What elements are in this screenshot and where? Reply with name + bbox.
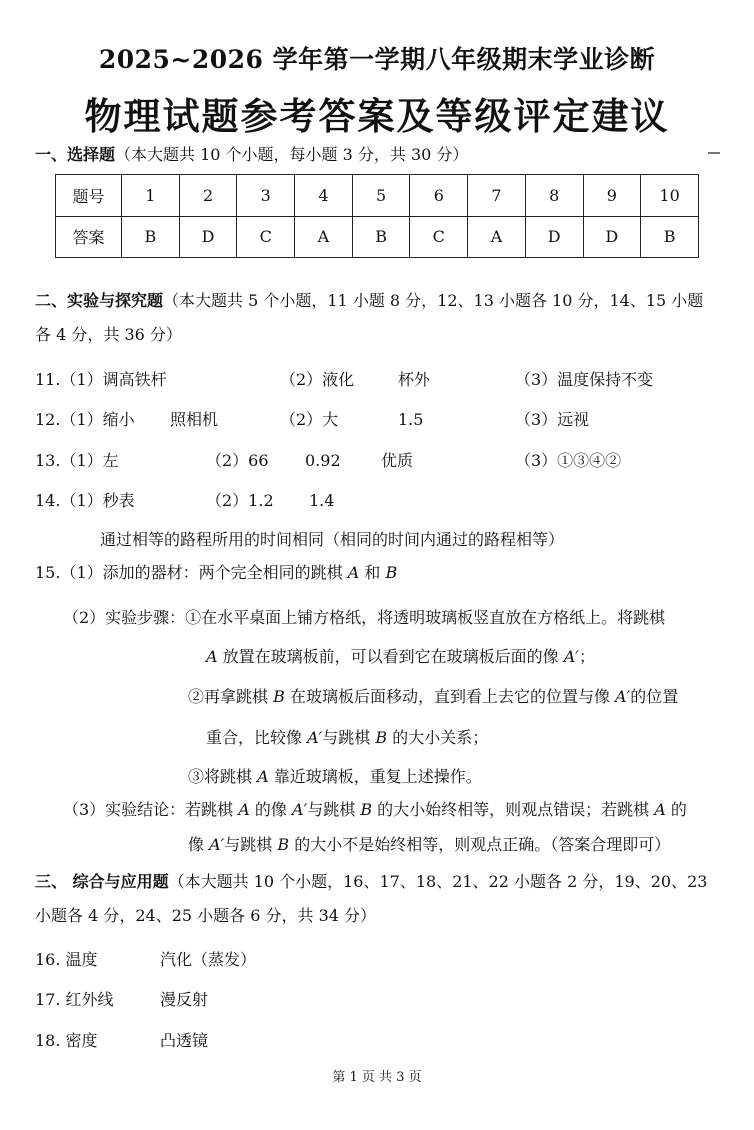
image-label: A′: [615, 687, 631, 706]
row-label: 答案: [56, 216, 122, 258]
q15-step-line3: [188, 687, 678, 707]
conclusion-text: 的大小不是始终相等，则观点正确。（答案合理即可）: [289, 835, 671, 854]
q14-explanation: 通过相等的路程所用的时间相同（相同的时间内通过的路程相等）: [100, 530, 565, 549]
exam-header-title: 2025~2026 学年第一学期八年级期末学业诊断: [98, 45, 656, 74]
image-label: A′: [563, 647, 579, 666]
q14-part2: （2）1.2: [206, 491, 274, 510]
q13-part1: 13.（1）左: [35, 451, 119, 470]
section3-title: 三、 综合与应用题: [35, 872, 169, 891]
conclusion-text: 的: [665, 800, 687, 819]
question-number: 5: [352, 175, 410, 217]
section2-note-line1: （本大题共 5 个小题，11 小题 8 分，12、13 小题各 10 分，14、15 小题: [163, 291, 704, 310]
section2-heading: [35, 291, 703, 311]
row-label: 题号: [56, 175, 122, 217]
conclusion-text: 的像: [249, 800, 293, 819]
section1-heading: [35, 145, 468, 165]
section1-title: 一、选择题: [35, 145, 116, 164]
q12-part1: 12.（1）缩小: [35, 410, 135, 429]
piece-label: B: [277, 835, 290, 854]
piece-label: A: [206, 647, 218, 666]
question-number: 4: [295, 175, 353, 217]
q11-part2-b: 杯外: [398, 370, 431, 389]
step-text: ③将跳棋: [188, 767, 258, 786]
table-row: [56, 216, 699, 258]
answer-table: [55, 174, 699, 258]
piece-label: B: [375, 728, 388, 747]
section2-note-line2: 各 4 分，共 36 分）: [35, 325, 182, 344]
q13-part2-c: 优质: [381, 451, 414, 470]
piece-label: A: [238, 800, 250, 819]
question-number: 1: [122, 175, 180, 217]
step-text: ；: [578, 647, 595, 666]
piece-label: B: [273, 687, 285, 706]
piece-label: A: [257, 767, 269, 786]
q14-part2-b: 1.4: [309, 491, 335, 510]
q16-part2: 汽化（蒸发）: [160, 950, 257, 969]
answer-cell: C: [410, 216, 468, 258]
conclusion-text: 与跳棋: [307, 800, 361, 819]
q17-part2: 漫反射: [160, 990, 209, 1009]
q15-step-line2: [206, 647, 595, 667]
answer-cell: B: [641, 216, 699, 258]
answer-cell: D: [179, 216, 237, 258]
q11-part1: 11.（1）调高铁杆: [35, 370, 167, 389]
q15-step-line5: [188, 767, 482, 787]
answer-cell: A: [468, 216, 526, 258]
step-text: 与跳棋: [322, 728, 376, 747]
answer-cell: B: [352, 216, 410, 258]
question-number: 2: [179, 175, 237, 217]
step-text: 在玻璃板后面移动，直到看上去它的位置与像: [284, 687, 616, 706]
section3-note-line2: 小题各 4 分，24、25 小题各 6 分，共 34 分）: [35, 906, 377, 925]
q15-conclusion-line2: [188, 835, 670, 855]
q14-part1: 14.（1）秒表: [35, 491, 135, 510]
question-number: 7: [468, 175, 526, 217]
conclusion-text: （3）实验结论：若跳棋: [63, 800, 239, 819]
section3-note-line1: （本大题共 10 个小题，16、17、18、21、22 小题各 2 分，19、20、23: [168, 872, 708, 891]
page-title: 物理试题参考答案及等级评定建议: [84, 94, 670, 138]
question-number: 9: [583, 175, 641, 217]
q18-part1: 18. 密度: [35, 1031, 98, 1050]
question-number: 10: [641, 175, 699, 217]
q11-part3: （3）温度保持不变: [515, 370, 654, 389]
q17-part1: 17. 红外线: [35, 990, 114, 1009]
page-number: 第 1 页 共 3 页: [332, 1070, 422, 1085]
q15-part1: [35, 563, 397, 583]
scan-mark: [708, 152, 720, 154]
answer-cell: C: [237, 216, 295, 258]
question-number: 6: [410, 175, 468, 217]
step-text: 靠近玻璃板，重复上述操作。: [268, 767, 482, 786]
section1-note: （本大题共 10 个小题，每小题 3 分，共 30 分）: [115, 145, 469, 164]
q12-part2-b: 1.5: [398, 410, 424, 429]
section2-title: 二、实验与探究题: [35, 291, 164, 310]
question-number: 8: [525, 175, 583, 217]
step-text: 重合，比较像: [206, 728, 308, 747]
q15-step-line4: [206, 728, 488, 748]
answer-cell: A: [295, 216, 353, 258]
q18-part2: 凸透镜: [160, 1031, 209, 1050]
step-text: 放置在玻璃板前，可以看到它在玻璃板后面的像: [217, 647, 564, 666]
section3-heading: [35, 872, 707, 892]
q12-part3: （3）远视: [515, 410, 590, 429]
q11-part2: （2）液化: [280, 370, 355, 389]
piece-label: A: [654, 800, 666, 819]
q12-part2: （2）大: [280, 410, 339, 429]
answer-cell: B: [122, 216, 180, 258]
q13-part2-b: 0.92: [305, 451, 341, 470]
step-text: 的位置: [630, 687, 679, 706]
q12-part1-b: 照相机: [170, 410, 219, 429]
conclusion-text: 与跳棋: [224, 835, 278, 854]
question-number: 3: [237, 175, 295, 217]
step-text: 的大小关系；: [387, 728, 489, 747]
step-text: ②再拿跳棋: [188, 687, 274, 706]
piece-label: B: [360, 800, 373, 819]
q16-part1: 16. 温度: [35, 950, 98, 969]
piece-label: B: [385, 563, 398, 582]
image-label: A′: [209, 835, 225, 854]
q15-step-line1: （2）实验步骤：①在水平桌面上铺方格纸，将透明玻璃板竖直放在方格纸上。将跳棋: [63, 608, 666, 627]
q15-conclusion-line1: [63, 800, 687, 820]
q15-part1-text: 15.（1）添加的器材：两个完全相同的跳棋: [35, 563, 348, 582]
image-label: A′: [292, 800, 308, 819]
q15-part1-and: 和: [359, 563, 386, 582]
q13-part2: （2）66: [206, 451, 269, 470]
answer-cell: D: [525, 216, 583, 258]
image-label: A′: [307, 728, 323, 747]
table-row: [56, 175, 699, 217]
answer-cell: D: [583, 216, 641, 258]
piece-label: A: [347, 563, 360, 582]
conclusion-text: 的大小始终相等，则观点错误；若跳棋: [372, 800, 655, 819]
conclusion-text: 像: [188, 835, 210, 854]
q13-part3: （3）①③④②: [515, 451, 622, 470]
